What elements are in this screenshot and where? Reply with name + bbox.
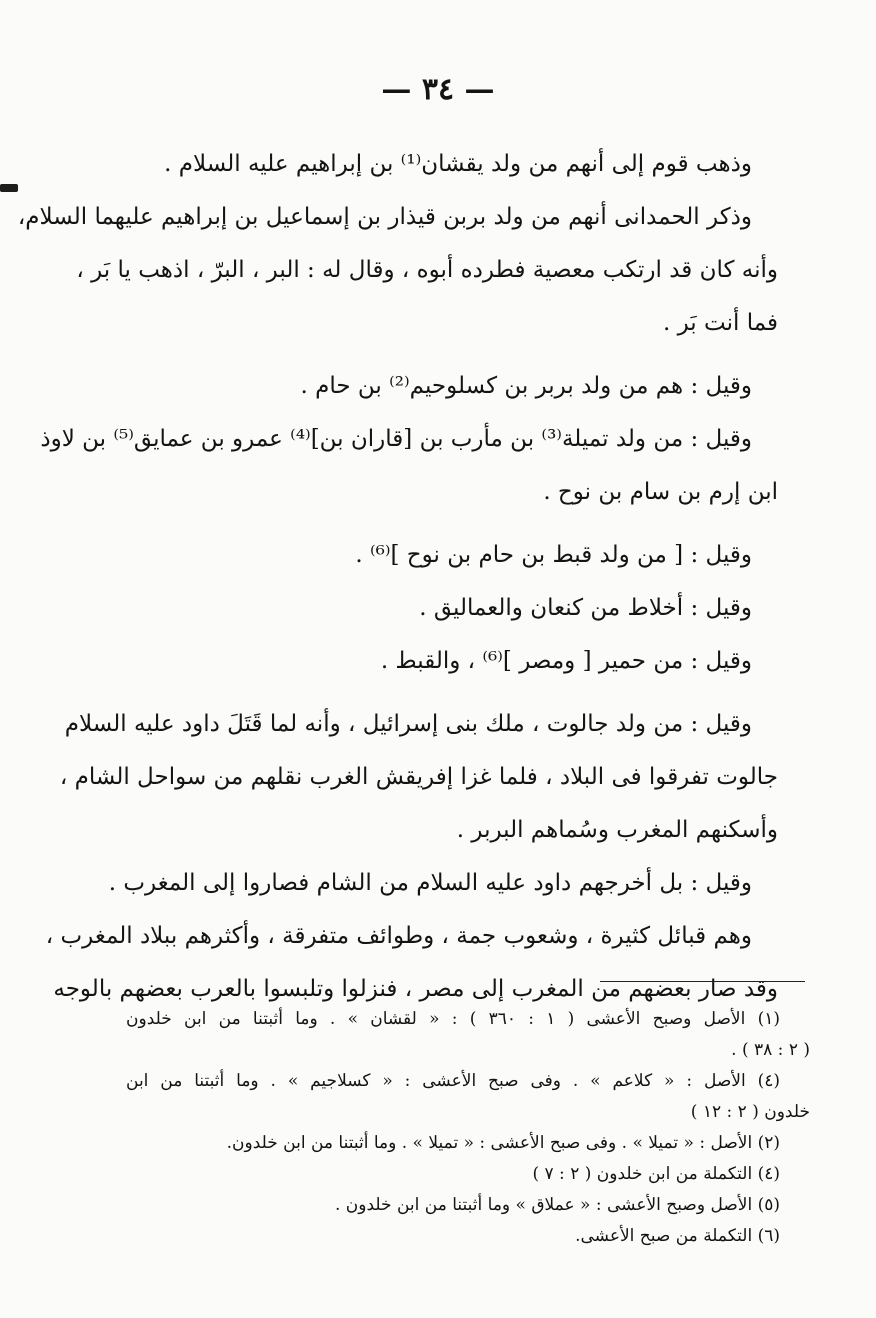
paragraph-line: جالوت تفرقوا فى البلاد ، فلما غزا إفريقش الغرب نقلهم من سواحل الشام ، [59, 764, 778, 790]
scan-edge-mark [0, 184, 18, 192]
paragraph-line: ابن إرم بن سام بن نوح . [543, 479, 778, 505]
paragraph-line: وقيل : أخلاط من كنعان والعماليق . [419, 595, 752, 621]
body-text [17, 138, 778, 1016]
footnotes [126, 1004, 810, 1252]
page-number: — ٣٤ — [381, 72, 495, 107]
footnote-line: (٢) الأصل : « تميلا » . وفى صبح الأعشى : « تميلا » . وما أثبتنا من ابن خلدون. [226, 1133, 780, 1153]
paragraph-line: وقد صار بعضهم من المغرب إلى مصر ، فنزلوا وتلبسوا بالعرب بعضهم بالوجه [53, 976, 778, 1002]
footnote-line: خلدون ( ٢ : ١٢ ) [690, 1102, 810, 1122]
paragraph-line: وقيل : هم من ولد بربر بن كسلوحيم⁽²⁾ بن حام . [300, 373, 752, 399]
paragraph-line: وأسكنهم المغرب وسُماهم البربر . [456, 817, 778, 843]
footnote-line: (٦) التكملة من صبح الأعشى. [575, 1226, 780, 1246]
footnote-divider [600, 981, 805, 982]
footnote-line: (٤) التكملة من ابن خلدون ( ٢ : ٧ ) [532, 1164, 780, 1184]
paragraph-line: وهم قبائل كثيرة ، وشعوب جمة ، وطوائف متفرقة ، وأكثرهم ببلاد المغرب ، [45, 923, 752, 949]
footnote-line: (٥) الأصل وصبح الأعشى : « عملاق » وما أثبتنا من ابن خلدون . [335, 1195, 780, 1215]
paragraph-line: فما أنت بَر . [662, 310, 778, 336]
paragraph-line: وأنه كان قد ارتكب معصية فطرده أبوه ، وقال له : البر ، البرّ ، اذهب يا بَر ، [76, 257, 778, 283]
paragraph-line: وقيل : [ من ولد قبط بن حام بن نوح ]⁽⁶⁾ . [355, 542, 752, 568]
paragraph-line: وقيل : من ولد جالوت ، ملك بنى إسرائيل ، وأنه لما قَتَلَ داود عليه السلام [64, 711, 752, 737]
footnote-line: (١) الأصل وصبح الأعشى ( ١ : ٣٦٠ ) : « لقشان » . وما أثبتنا من ابن خلدون [126, 1009, 780, 1029]
footnote-line: ( ٢ : ٣٨ ) . [731, 1040, 810, 1060]
paragraph-line: وقيل : بل أخرجهم داود عليه السلام من الشام فصاروا إلى المغرب . [108, 870, 752, 896]
paragraph-line: وقيل : من ولد تميلة⁽³⁾ بن مأرب بن [قاران بن]⁽⁴⁾ عمرو بن عمايق⁽⁵⁾ بن لاوذ [40, 426, 752, 452]
paragraph-line: وذكر الحمدانى أنهم من ولد بربن قيذار بن إسماعيل بن إبراهيم عليهما السلام، [17, 204, 752, 230]
paragraph-line: وقيل : من حمير [ ومصر ]⁽⁶⁾ ، والقبط . [380, 648, 752, 674]
footnote-line: (٤) الأصل : « كلاعم » . وفى صبح الأعشى : « كسلاجيم » . وما أثبتنا من ابن [126, 1071, 780, 1091]
paragraph-line: وذهب قوم إلى أنهم من ولد يقشان⁽¹⁾ بن إبراهيم عليه السلام . [164, 151, 752, 177]
